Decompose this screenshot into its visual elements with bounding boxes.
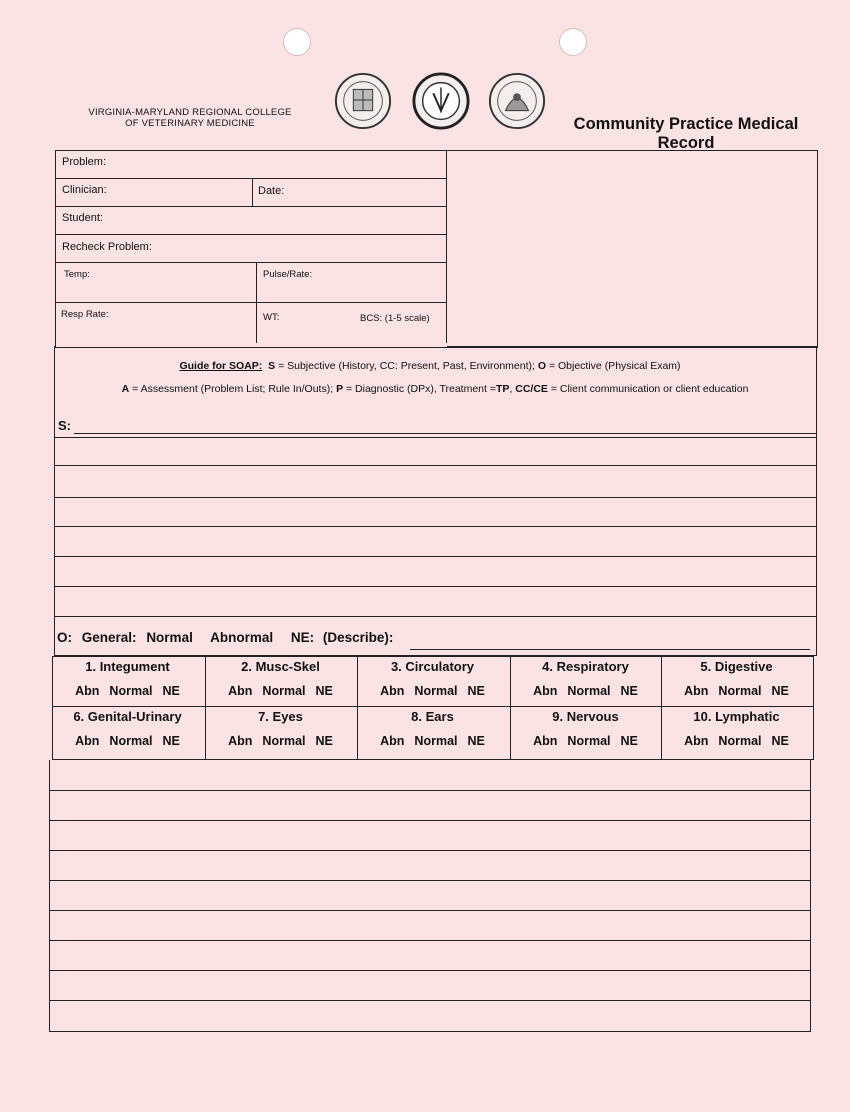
weight-field[interactable]: WT: <box>263 312 280 323</box>
system-integument <box>52 656 203 706</box>
divider <box>55 262 447 263</box>
resp-rate-field[interactable]: Resp Rate: <box>61 309 109 320</box>
date-field[interactable]: Date: <box>258 185 285 197</box>
ne-option[interactable]: NE <box>771 684 789 698</box>
guide-s-text: = Subjective (History, CC: Present, Past, Environment); <box>278 360 535 372</box>
guide-cc-text: = Client communication or client education <box>550 383 749 395</box>
divider <box>55 206 447 207</box>
subjective-line[interactable] <box>74 433 816 434</box>
soap-box <box>54 346 817 656</box>
ne-option[interactable]: NE <box>315 684 333 698</box>
writing-line[interactable] <box>49 1000 811 1001</box>
normal-option[interactable]: Normal <box>109 734 153 748</box>
system-name: 7. Eyes <box>258 709 303 724</box>
system-digestive <box>661 656 812 706</box>
describe-line[interactable] <box>410 649 810 650</box>
writing-line[interactable] <box>54 437 816 438</box>
guide-p-key: P <box>336 383 344 395</box>
system-genital-urinary <box>52 706 203 756</box>
normal-option[interactable]: Normal <box>414 684 458 698</box>
ne-option[interactable]: NE <box>467 684 485 698</box>
college-name <box>70 107 310 129</box>
clinician-field[interactable]: Clinician: <box>62 184 107 196</box>
patient-info-box <box>55 150 818 348</box>
abn-option[interactable]: Abn <box>684 734 709 748</box>
system-lymphatic <box>661 706 812 756</box>
system-name: 8. Ears <box>411 709 454 724</box>
recheck-problem-field[interactable]: Recheck Problem: <box>62 241 152 253</box>
general-label: General: <box>81 630 137 645</box>
system-name: 5. Digestive <box>700 659 773 674</box>
ne-option[interactable]: NE <box>771 734 789 748</box>
title-line-1: Community Practice Medical <box>573 115 799 133</box>
abn-option[interactable]: Abn <box>228 684 253 698</box>
guide-a-key: A <box>121 383 130 395</box>
abn-option[interactable]: Abn <box>380 684 405 698</box>
seal-vmrcvm-icon <box>412 72 470 130</box>
ne-option[interactable]: NE <box>620 734 638 748</box>
student-field[interactable]: Student: <box>62 212 103 224</box>
system-eyes <box>205 706 356 756</box>
system-respiratory <box>510 656 661 706</box>
writing-line[interactable] <box>49 850 811 851</box>
writing-line[interactable] <box>49 940 811 941</box>
guide-o-key: O <box>537 360 547 372</box>
abn-option[interactable]: Abn <box>75 684 100 698</box>
general-normal-option[interactable]: Normal <box>146 630 193 645</box>
abn-option[interactable]: Abn <box>75 734 100 748</box>
divider <box>55 234 447 235</box>
divider <box>55 178 447 179</box>
divider <box>256 262 257 343</box>
system-name: 9. Nervous <box>552 709 619 724</box>
punch-hole <box>283 28 311 56</box>
writing-line[interactable] <box>49 910 811 911</box>
guide-tp-key: TP <box>495 383 510 395</box>
normal-option[interactable]: Normal <box>109 684 153 698</box>
college-line-2: OF VETERINARY MEDICINE <box>125 118 255 129</box>
abn-option[interactable]: Abn <box>380 734 405 748</box>
normal-option[interactable]: Normal <box>718 684 762 698</box>
ne-option[interactable]: NE <box>162 734 180 748</box>
writing-line[interactable] <box>54 556 816 557</box>
ne-option[interactable]: NE <box>467 734 485 748</box>
system-circulatory <box>357 656 508 706</box>
objective-label: O: <box>57 630 72 645</box>
pulse-rate-field[interactable]: Pulse/Rate: <box>263 269 313 280</box>
normal-option[interactable]: Normal <box>262 734 306 748</box>
guide-s-key: S <box>268 360 276 372</box>
seal-university-of-maryland-icon <box>488 72 546 130</box>
guide-a-text: = Assessment (Problem List; Rule In/Outs); <box>132 383 334 395</box>
punch-hole <box>559 28 587 56</box>
general-ne-option[interactable]: NE: <box>290 630 315 645</box>
guide-o-text: = Objective (Physical Exam) <box>548 360 681 372</box>
temp-field[interactable]: Temp: <box>64 269 90 280</box>
bcs-field[interactable]: BCS: (1-5 scale) <box>360 313 430 324</box>
title-line-2: Record <box>657 134 715 152</box>
describe-label: (Describe): <box>322 630 394 645</box>
system-name: 3. Circulatory <box>390 659 475 674</box>
divider <box>55 302 447 303</box>
ne-option[interactable]: NE <box>162 684 180 698</box>
objective-general-row <box>57 630 407 645</box>
objective-notes-box <box>49 760 811 1032</box>
system-name: 10. Lymphatic <box>693 709 780 724</box>
system-musc-skel <box>205 656 356 706</box>
normal-option[interactable]: Normal <box>262 684 306 698</box>
system-name: 4. Respiratory <box>542 659 629 674</box>
guide-p-text: = Diagnostic (DPx), Treatment = <box>346 383 496 395</box>
writing-line[interactable] <box>54 586 816 587</box>
normal-option[interactable]: Normal <box>567 684 611 698</box>
normal-option[interactable]: Normal <box>567 734 611 748</box>
writing-line[interactable] <box>49 970 811 971</box>
soap-guide-line-2: A = Assessment (Problem List; Rule In/Outs); P = Diagnostic (DPx), Treatment =TP, CC/CE = Client communication or client education <box>121 383 749 395</box>
seal-virginia-tech-icon <box>334 72 392 130</box>
guide-cc-key: CC/CE <box>515 383 548 395</box>
subjective-label: S: <box>58 418 71 433</box>
abn-option[interactable]: Abn <box>533 734 558 748</box>
divider <box>252 178 253 206</box>
writing-line[interactable] <box>54 497 816 498</box>
soap-guide-heading: Guide for SOAP: <box>179 360 263 372</box>
abn-option[interactable]: Abn <box>228 734 253 748</box>
system-name: 6. Genital-Urinary <box>73 709 182 724</box>
system-name: 2. Musc-Skel <box>241 659 320 674</box>
form-title <box>560 115 812 153</box>
normal-option[interactable]: Normal <box>718 734 762 748</box>
system-ears <box>357 706 508 756</box>
writing-line[interactable] <box>54 465 816 466</box>
system-name: 1. Integument <box>85 659 170 674</box>
problem-field[interactable]: Problem: <box>62 156 107 168</box>
abn-option[interactable]: Abn <box>533 684 558 698</box>
abn-option[interactable]: Abn <box>684 684 709 698</box>
writing-line[interactable] <box>49 820 811 821</box>
writing-line[interactable] <box>49 880 811 881</box>
ne-option[interactable]: NE <box>315 734 333 748</box>
normal-option[interactable]: Normal <box>414 734 458 748</box>
system-nervous <box>510 706 661 756</box>
writing-line[interactable] <box>54 526 816 527</box>
ne-option[interactable]: NE <box>620 684 638 698</box>
writing-line[interactable] <box>49 790 811 791</box>
college-line-1: VIRGINIA-MARYLAND REGIONAL COLLEGE <box>88 107 292 118</box>
writing-line[interactable] <box>54 616 816 617</box>
general-abnormal-option[interactable]: Abnormal <box>210 630 274 645</box>
